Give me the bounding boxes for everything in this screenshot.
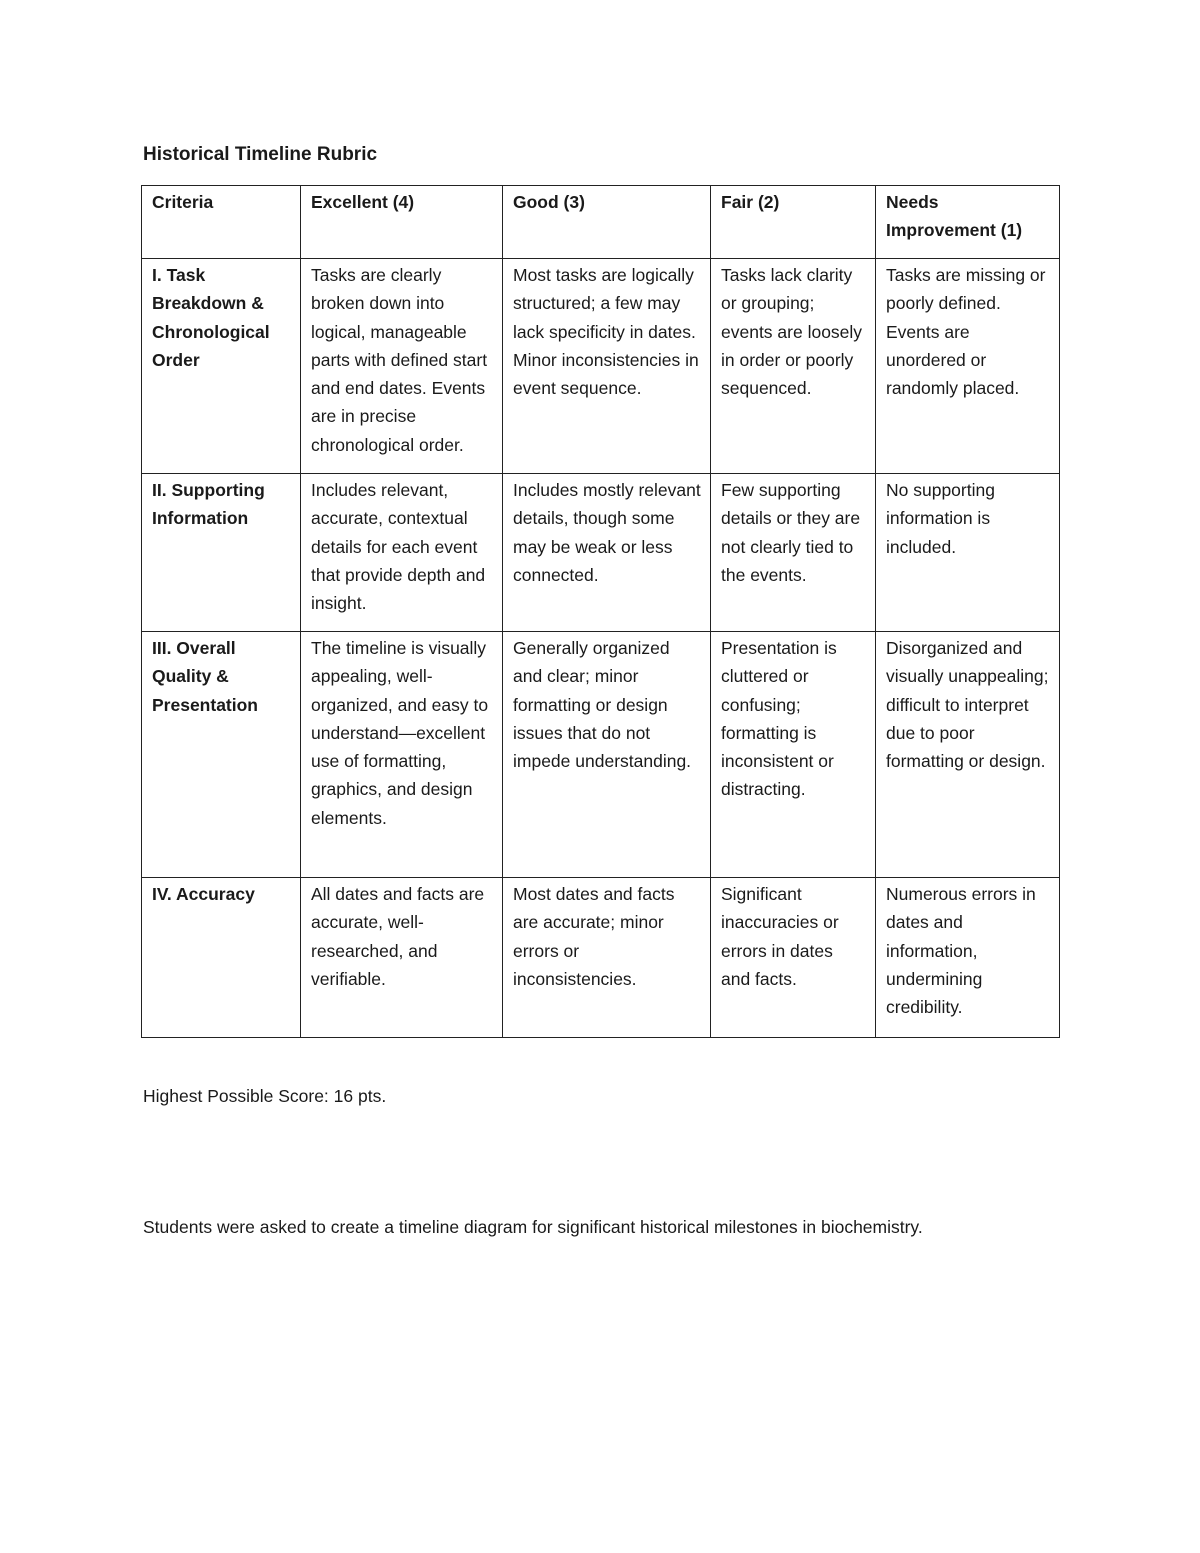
table-row <box>142 474 1060 632</box>
criteria-cell: II. Supporting Information <box>142 474 301 632</box>
assignment-note: Students were asked to create a timeline diagram for significant historical milestones in biochemistry. <box>143 1217 923 1237</box>
needs-improvement-cell: Numerous errors in dates and information, undermining credibility. <box>876 878 1060 1038</box>
criteria-cell: III. Overall Quality & Presentation <box>142 632 301 878</box>
fair-cell: Tasks lack clarity or grouping; events are loosely in order or poorly sequenced. <box>711 259 876 474</box>
table-row <box>142 878 1060 1038</box>
good-cell: Most tasks are logically structured; a few may lack specificity in dates. Minor inconsistencies in event sequence. <box>503 259 711 474</box>
fair-cell: Few supporting details or they are not clearly tied to the events. <box>711 474 876 632</box>
needs-improvement-cell: Disorganized and visually unappealing; difficult to interpret due to poor formatting or design. <box>876 632 1060 878</box>
header-criteria: Criteria <box>142 186 301 259</box>
fair-cell: Presentation is cluttered or confusing; formatting is inconsistent or distracting. <box>711 632 876 878</box>
excellent-cell: All dates and facts are accurate, well-researched, and verifiable. <box>301 878 503 1038</box>
header-needs-improvement: Needs Improvement (1) <box>876 186 1060 259</box>
header-excellent: Excellent (4) <box>301 186 503 259</box>
needs-improvement-cell: Tasks are missing or poorly defined. Events are unordered or randomly placed. <box>876 259 1060 474</box>
header-fair: Fair (2) <box>711 186 876 259</box>
table-row <box>142 259 1060 474</box>
criteria-cell: IV. Accuracy <box>142 878 301 1038</box>
excellent-cell: Includes relevant, accurate, contextual details for each event that provide depth and insight. <box>301 474 503 632</box>
needs-improvement-cell: No supporting information is included. <box>876 474 1060 632</box>
table-header-row <box>142 186 1060 259</box>
rubric-table <box>141 185 1060 1038</box>
excellent-cell: Tasks are clearly broken down into logical, manageable parts with defined start and end dates. Events are in precise chronological order. <box>301 259 503 474</box>
highest-score-text: Highest Possible Score: 16 pts. <box>143 1086 387 1106</box>
fair-cell: Significant inaccuracies or errors in dates and facts. <box>711 878 876 1038</box>
criteria-cell: I. Task Breakdown & Chronological Order <box>142 259 301 474</box>
good-cell: Includes mostly relevant details, though some may be weak or less connected. <box>503 474 711 632</box>
good-cell: Most dates and facts are accurate; minor errors or inconsistencies. <box>503 878 711 1038</box>
good-cell: Generally organized and clear; minor formatting or design issues that do not impede understanding. <box>503 632 711 878</box>
excellent-cell: The timeline is visually appealing, well-organized, and easy to understand—excellent use of formatting, graphics, and design elements. <box>301 632 503 878</box>
page-title: Historical Timeline Rubric <box>143 144 378 165</box>
header-good: Good (3) <box>503 186 711 259</box>
table-row <box>142 632 1060 878</box>
